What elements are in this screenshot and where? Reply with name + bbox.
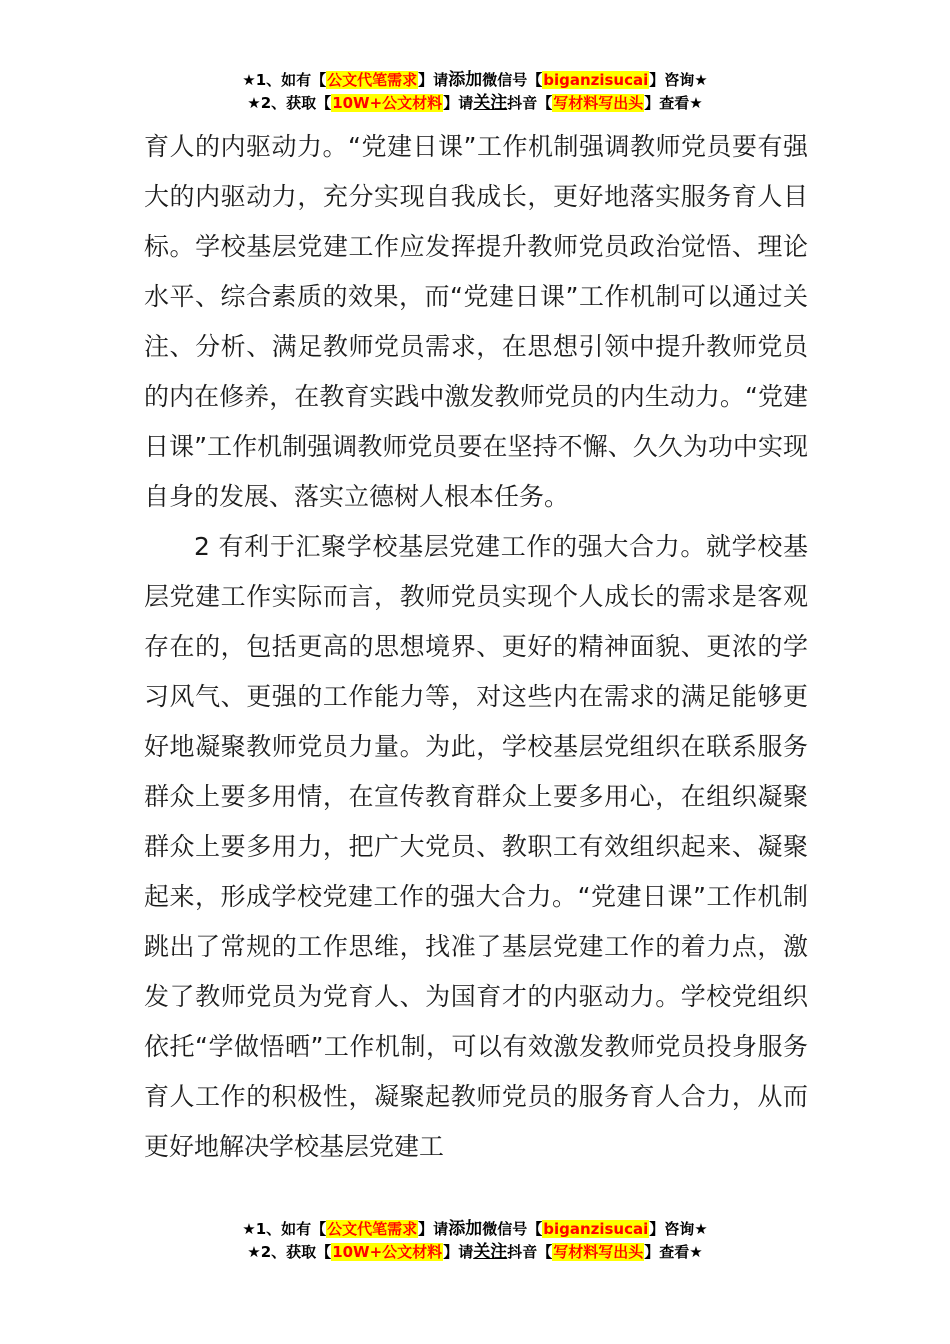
footer-banner <box>0 1218 950 1264</box>
footer-highlight-materials: 10W+公文材料 <box>332 1243 443 1261</box>
footer-line-1 <box>0 1218 950 1241</box>
footer-highlight-douyin-account: 写材料写出头 <box>553 1243 644 1261</box>
footer-line-1-mid2: 微信号【 <box>482 1220 543 1238</box>
footer-line-2-mid: 】请 <box>443 1243 474 1261</box>
footer-line-2-mid2: 抖音【 <box>507 1243 553 1261</box>
banner-line-1-mid2: 微信号【 <box>482 71 543 89</box>
header-banner <box>0 69 950 115</box>
footer-highlight-writing-service: 公文代笔需求 <box>327 1220 418 1238</box>
footer-line-2 <box>0 1241 950 1264</box>
banner-line-2-prefix: ★2、获取【 <box>247 94 332 112</box>
banner-line-1-suffix: 】咨询★ <box>649 71 708 89</box>
paragraph-continuation: 育人的内驱动力。“党建日课”工作机制强调教师党员要有强大的内驱动力，充分实现自我成长，更好地落实服务育人目标。学校基层党建工作应发挥提升教师党员政治觉悟、理论水平、综合素质的效果，而“党建日课”工作机制可以通过关注、分析、满足教师党员需求，在思想引领中提升教师党员的内在修养，在教育实践中激发教师党员的内生动力。“党建日课”工作机制强调教师党员要在坚持不懈、久久为功中实现自身的发展、落实立德树人根本任务。 <box>144 132 808 511</box>
footer-line-1-prefix: ★1、如有【 <box>242 1220 327 1238</box>
banner-line-2 <box>0 92 950 115</box>
banner-line-1 <box>0 69 950 92</box>
footer-highlight-wechat-id: biganzisucai <box>543 1220 649 1238</box>
banner-emphasis-add: 添加 <box>448 70 483 90</box>
banner-line-2-suffix: 】查看★ <box>644 94 703 112</box>
paragraph-point-2: 2 有利于汇聚学校基层党建工作的强大合力。就学校基层党建工作实际而言，教师党员实现个人成长的需求是客观存在的，包括更高的思想境界、更好的精神面貌、更浓的学习风气、更强的工作能力等，对这些内在需求的满足能够更好地凝聚教师党员力量。为此，学校基层党组织在联系服务群众上要多用情，在宣传教育群众上要多用心，在组织凝聚群众上要多用力，把广大党员、教职工有效组织起来、凝聚起来，形成学校党建工作的强大合力。“党建日课”工作机制跳出了常规的工作思维，找准了基层党建工作的着力点，激发了教师党员为党育人、为国育才的内驱动力。学校党组织依托“学做悟晒”工作机制，可以有效激发教师党员投身服务育人工作的积极性，凝聚起教师党员的服务育人合力，从而更好地解决学校基层党建工 <box>144 532 808 1161</box>
banner-highlight-wechat-id: biganzisucai <box>543 71 649 89</box>
banner-emphasis-follow: 关注 <box>473 93 508 113</box>
footer-line-2-prefix: ★2、获取【 <box>247 1243 332 1261</box>
footer-line-1-suffix: 】咨询★ <box>649 1220 708 1238</box>
banner-highlight-writing-service: 公文代笔需求 <box>327 71 418 89</box>
footer-emphasis-add: 添加 <box>448 1219 483 1239</box>
banner-highlight-materials: 10W+公文材料 <box>332 94 443 112</box>
banner-line-2-mid2: 抖音【 <box>507 94 553 112</box>
banner-line-1-mid: 】请 <box>418 71 449 89</box>
footer-line-2-suffix: 】查看★ <box>644 1243 703 1261</box>
banner-line-2-mid: 】请 <box>443 94 474 112</box>
footer-line-1-mid: 】请 <box>418 1220 449 1238</box>
footer-emphasis-follow: 关注 <box>473 1242 508 1262</box>
banner-line-1-prefix: ★1、如有【 <box>242 71 327 89</box>
banner-highlight-douyin-account: 写材料写出头 <box>553 94 644 112</box>
document-body <box>144 122 808 1172</box>
